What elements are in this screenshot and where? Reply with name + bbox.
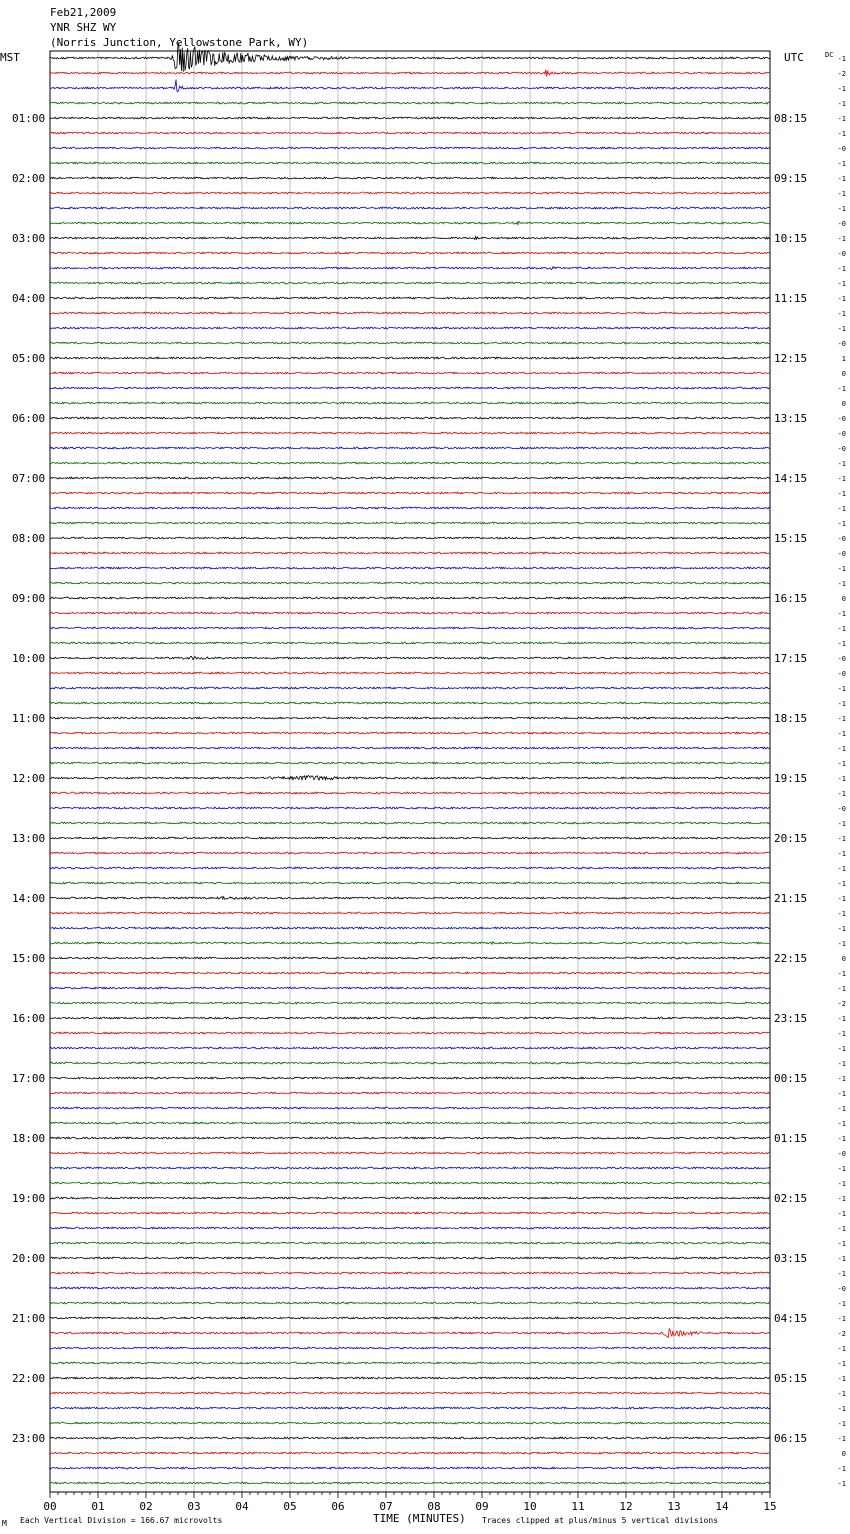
dc-offset-value: -2 [837,1000,846,1008]
utc-hour-label: 10:15 [774,232,808,245]
mst-hour-label: 20:00 [12,1252,46,1265]
dc-offset-value: -1 [837,235,846,243]
mst-hour-label: 07:00 [12,472,46,485]
dc-offset-value: -0 [837,1285,846,1293]
dc-offset-value: -1 [837,1435,846,1443]
dc-offset-value: -0 [837,550,846,558]
mst-hour-label: 21:00 [12,1312,46,1325]
utc-hour-label: 04:15 [774,1312,808,1325]
seismic-trace-35 [50,582,770,584]
dc-offset-value: -1 [837,310,846,318]
seismic-trace-68 [50,1077,770,1079]
seismic-trace-91 [50,1422,770,1424]
seismic-trace-73 [50,1152,770,1154]
corner-mark: M [2,1519,7,1528]
seismic-trace-23 [50,402,770,404]
utc-hour-label: 23:15 [774,1012,808,1025]
seismic-trace-60 [50,957,770,959]
dc-offset-value: -1 [837,1105,846,1113]
utc-hour-label: 00:15 [774,1072,808,1085]
dc-offset-value: -1 [837,1030,846,1038]
seismic-trace-4 [50,117,770,119]
mst-hour-label: 18:00 [12,1132,46,1145]
seismic-trace-34 [50,567,770,569]
dc-offset-value: -1 [837,265,846,273]
x-tick-label: 00 [43,1500,57,1513]
utc-hour-label: 12:15 [774,352,808,365]
dc-offset-value: -1 [837,505,846,513]
seismic-trace-79 [50,1242,770,1244]
seismic-trace-95 [50,1482,770,1484]
dc-offset-value: -1 [837,745,846,753]
mst-hour-label: 23:00 [12,1432,46,1445]
dc-offset-value: -1 [837,1315,846,1323]
vertical-division-note: Each Vertical Division = 166.67 microvolts [20,1516,223,1525]
seismic-trace-7 [50,162,770,164]
seismic-trace-78 [50,1227,770,1229]
dc-offset-value: -1 [837,640,846,648]
seismic-trace-62 [50,987,770,989]
dc-offset-value: -1 [837,295,846,303]
utc-hour-label: 16:15 [774,592,808,605]
seismic-trace-18 [50,327,770,329]
x-tick-label: 06 [331,1500,345,1513]
dc-offset-value: -1 [837,940,846,948]
utc-hour-label: 18:15 [774,712,808,725]
dc-offset-value: -1 [837,1015,846,1023]
seismic-trace-15 [50,282,770,284]
seismic-trace-50 [50,807,770,809]
x-tick-label: 02 [139,1500,153,1513]
seismic-trace-41 [50,672,770,674]
dc-offset-value: -1 [837,55,846,63]
utc-hour-labels [774,112,807,1445]
dc-offset-value: -1 [837,880,846,888]
dc-offset-value: -1 [837,580,846,588]
dc-offset-value: -1 [837,1255,846,1263]
utc-hour-label: 22:15 [774,952,808,965]
mst-hour-labels [12,112,45,1445]
mst-hour-label: 16:00 [12,1012,46,1025]
utc-hour-label: 11:15 [774,292,808,305]
dc-offset-value: 0 [841,370,846,378]
seismic-trace-54 [50,867,770,869]
utc-hour-label: 09:15 [774,172,808,185]
seismic-trace-75 [50,1182,770,1184]
seismic-trace-43 [50,702,770,704]
dc-offset-value: -1 [837,715,846,723]
utc-hour-label: 02:15 [774,1192,808,1205]
seismic-trace-33 [50,552,770,554]
mst-hour-label: 12:00 [12,772,46,785]
mst-hour-label: 22:00 [12,1372,46,1385]
dc-offset-value: -1 [837,1060,846,1068]
seismic-trace-74 [50,1167,770,1169]
seismic-trace-14 [50,267,770,270]
utc-hour-label: 21:15 [774,892,808,905]
dc-offset-value: -1 [837,985,846,993]
dc-offset-value: -1 [837,730,846,738]
seismic-trace-93 [50,1452,770,1454]
dc-offset-value: -1 [837,910,846,918]
dc-offset-column [838,55,846,1488]
dc-offset-value: 1 [841,355,846,363]
utc-hour-label: 13:15 [774,412,808,425]
seismic-trace-44 [50,717,770,719]
dc-offset-value: -1 [837,700,846,708]
seismic-trace-77 [50,1212,770,1214]
dc-offset-value: -1 [837,385,846,393]
dc-offset-value: -1 [837,325,846,333]
seismic-trace-25 [50,432,770,434]
dc-offset-value: -1 [837,1135,846,1143]
seismic-trace-65 [50,1032,770,1034]
mst-hour-label: 17:00 [12,1072,46,1085]
seismic-trace-58 [50,927,770,929]
header-station: YNR SHZ WY [50,21,117,34]
dc-offset-value: -1 [837,1300,846,1308]
x-tick-label: 04 [235,1500,249,1513]
dc-offset-value: -1 [837,1270,846,1278]
x-tick-label: 09 [475,1500,489,1513]
seismic-trace-64 [50,1017,770,1019]
seismic-trace-59 [50,942,770,945]
mst-hour-label: 04:00 [12,292,46,305]
seismic-trace-8 [50,177,770,179]
seismic-trace-72 [50,1137,770,1139]
dc-offset-value: -1 [837,1180,846,1188]
seismic-trace-53 [50,852,770,854]
dc-offset-value: -0 [837,220,846,228]
seismic-trace-81 [50,1272,770,1274]
dc-offset-value: -1 [837,475,846,483]
dc-offset-value: -1 [837,520,846,528]
dc-offset-value: -1 [837,895,846,903]
seismic-trace-28 [50,477,770,479]
seismic-trace-57 [50,912,770,914]
dc-offset-value: -1 [837,1195,846,1203]
seismic-trace-83 [50,1302,770,1304]
dc-offset-value: -1 [837,685,846,693]
x-tick-label: 11 [571,1500,585,1513]
dc-offset-value: -1 [837,460,846,468]
mst-hour-label: 01:00 [12,112,46,125]
x-tick-label: 05 [283,1500,297,1513]
seismic-trace-9 [50,192,770,194]
dc-offset-value: -1 [837,100,846,108]
seismic-trace-88 [50,1377,770,1379]
seismic-trace-90 [50,1407,770,1409]
dc-offset-value: -0 [837,250,846,258]
dc-offset-value: -1 [837,625,846,633]
seismic-trace-82 [50,1287,770,1289]
seismic-trace-47 [50,762,770,764]
dc-offset-value: -1 [837,1045,846,1053]
dc-offset-value: -1 [837,1240,846,1248]
seismic-trace-29 [50,492,770,494]
seismic-trace-76 [50,1197,770,1199]
seismic-trace-87 [50,1362,770,1364]
seismic-trace-42 [50,687,770,689]
mst-hour-label: 14:00 [12,892,46,905]
header-location: (Norris Junction, Yellowstone Park, WY) [50,36,309,49]
seismic-trace-63 [50,1002,770,1004]
mst-hour-label: 09:00 [12,592,46,605]
seismic-trace-20 [50,357,770,359]
mst-hour-label: 08:00 [12,532,46,545]
seismic-trace-12 [50,236,770,239]
header-date: Feb21,2009 [50,6,117,19]
mst-hour-label: 10:00 [12,652,46,665]
dc-offset-value: -1 [837,1345,846,1353]
dc-offset-value: -1 [837,1225,846,1233]
dc-title: DC [825,51,834,59]
utc-hour-label: 05:15 [774,1372,808,1385]
dc-offset-value: -1 [837,1360,846,1368]
dc-offset-value: -1 [837,850,846,858]
dc-offset-value: -1 [837,490,846,498]
dc-offset-value: -1 [837,970,846,978]
seismic-trace-19 [50,342,770,344]
mst-hour-label: 15:00 [12,952,46,965]
dc-offset-value: -2 [837,1330,846,1338]
dc-offset-value: -1 [837,1165,846,1173]
seismic-trace-61 [50,972,770,974]
mst-hour-label: 13:00 [12,832,46,845]
dc-offset-value: -1 [837,865,846,873]
dc-offset-value: -1 [837,1375,846,1383]
seismic-trace-24 [50,417,770,419]
seismic-trace-55 [50,882,770,884]
utc-hour-label: 08:15 [774,112,808,125]
seismic-trace-26 [50,447,770,449]
right-axis-title: UTC [784,51,804,64]
seismic-trace-70 [50,1107,770,1109]
dc-offset-value: -1 [837,760,846,768]
seismic-trace-1 [50,70,770,77]
dc-offset-value: -0 [837,805,846,813]
seismic-trace-2 [50,80,770,92]
dc-offset-value: -1 [837,85,846,93]
dc-offset-value: -1 [837,1120,846,1128]
dc-offset-value: -0 [837,1150,846,1158]
x-tick-label: 07 [379,1500,393,1513]
seismic-trace-27 [50,462,770,464]
dc-offset-value: -1 [837,1390,846,1398]
seismic-trace-3 [50,102,770,104]
seismic-trace-17 [50,312,770,314]
seismic-trace-30 [50,507,770,509]
dc-offset-value: 0 [841,595,846,603]
x-tick-label: 12 [619,1500,633,1513]
seismic-trace-66 [50,1047,770,1049]
utc-hour-label: 20:15 [774,832,808,845]
dc-offset-value: -1 [837,205,846,213]
utc-hour-label: 03:15 [774,1252,808,1265]
dc-offset-value: -1 [837,115,846,123]
seismic-trace-89 [50,1392,770,1394]
dc-offset-value: -1 [837,820,846,828]
clip-note: Traces clipped at plus/minus 5 vertical divisions [482,1516,719,1525]
seismic-trace-51 [50,822,770,824]
seismic-trace-36 [50,597,770,599]
seismic-trace-38 [50,627,770,629]
x-tick-label: 03 [187,1500,201,1513]
utc-hour-label: 19:15 [774,772,808,785]
dc-offset-value: -0 [837,535,846,543]
left-axis-title: MST [0,51,20,64]
seismic-trace-85 [50,1329,770,1338]
dc-offset-value: -0 [837,445,846,453]
seismic-trace-32 [50,537,770,539]
utc-hour-label: 01:15 [774,1132,808,1145]
seismic-trace-40 [50,656,770,659]
seismic-trace-13 [50,252,770,254]
dc-offset-value: -1 [837,1075,846,1083]
utc-hour-label: 17:15 [774,652,808,665]
dc-offset-value: -1 [837,1465,846,1473]
seismic-trace-16 [50,297,770,299]
dc-offset-value: -0 [837,145,846,153]
dc-offset-value: -0 [837,430,846,438]
seismic-trace-10 [50,207,770,209]
seismic-trace-46 [50,747,770,749]
seismic-trace-37 [50,612,770,614]
seismic-trace-94 [50,1467,770,1469]
dc-offset-value: -1 [837,775,846,783]
seismic-trace-5 [50,132,770,134]
dc-offset-value: -1 [837,130,846,138]
dc-offset-value: -1 [837,1210,846,1218]
dc-offset-value: -1 [837,190,846,198]
grid-lines [50,51,770,1492]
mst-hour-label: 06:00 [12,412,46,425]
seismic-trace-56 [50,896,770,899]
mst-hour-label: 03:00 [12,232,46,245]
utc-hour-label: 15:15 [774,532,808,545]
seismic-trace-80 [50,1257,770,1259]
x-tick-label: 10 [523,1500,537,1513]
seismic-trace-67 [50,1062,770,1064]
seismic-trace-6 [50,147,770,149]
seismic-trace-48 [50,776,770,781]
dc-offset-value: -0 [837,655,846,663]
mst-hour-label: 19:00 [12,1192,46,1205]
seismic-trace-69 [50,1092,770,1094]
dc-offset-value: -1 [837,1480,846,1488]
seismic-trace-22 [50,387,770,389]
x-axis-title: TIME (MINUTES) [373,1512,466,1525]
seismic-trace-31 [50,522,770,524]
x-tick-label: 13 [667,1500,681,1513]
dc-offset-value: -1 [837,1405,846,1413]
dc-offset-value: -1 [837,925,846,933]
dc-offset-value: 0 [841,955,846,963]
seismic-trace-86 [50,1347,770,1349]
dc-offset-value: -1 [837,280,846,288]
x-tick-label: 01 [91,1500,105,1513]
seismic-trace-52 [50,837,770,839]
dc-offset-value: -1 [837,565,846,573]
dc-offset-value: 0 [841,400,846,408]
dc-offset-value: -1 [837,790,846,798]
seismic-trace-11 [50,221,770,224]
seismic-trace-49 [50,792,770,794]
plot-frame [50,51,770,1492]
seismic-trace-21 [50,372,770,374]
seismic-trace-71 [50,1122,770,1124]
x-axis [43,1492,776,1513]
dc-offset-value: -1 [837,1090,846,1098]
dc-offset-value: 0 [841,1450,846,1458]
seismic-trace-92 [50,1437,770,1439]
x-tick-label: 14 [715,1500,729,1513]
utc-hour-label: 06:15 [774,1432,808,1445]
seismic-trace-39 [50,642,770,644]
mst-hour-label: 05:00 [12,352,46,365]
x-tick-label: 15 [763,1500,777,1513]
dc-offset-value: -0 [837,415,846,423]
dc-offset-value: -1 [837,160,846,168]
seismic-trace-84 [50,1317,770,1319]
dc-offset-value: -0 [837,340,846,348]
dc-offset-value: -1 [837,610,846,618]
dc-offset-value: -1 [837,835,846,843]
seismic-traces [50,43,770,1484]
seismic-trace-45 [50,732,770,734]
mst-hour-label: 02:00 [12,172,46,185]
mst-hour-label: 11:00 [12,712,46,725]
x-tick-label: 08 [427,1500,441,1513]
dc-offset-value: -1 [837,1420,846,1428]
dc-offset-value: -2 [837,70,846,78]
utc-hour-label: 14:15 [774,472,808,485]
dc-offset-value: -1 [837,175,846,183]
dc-offset-value: -0 [837,670,846,678]
